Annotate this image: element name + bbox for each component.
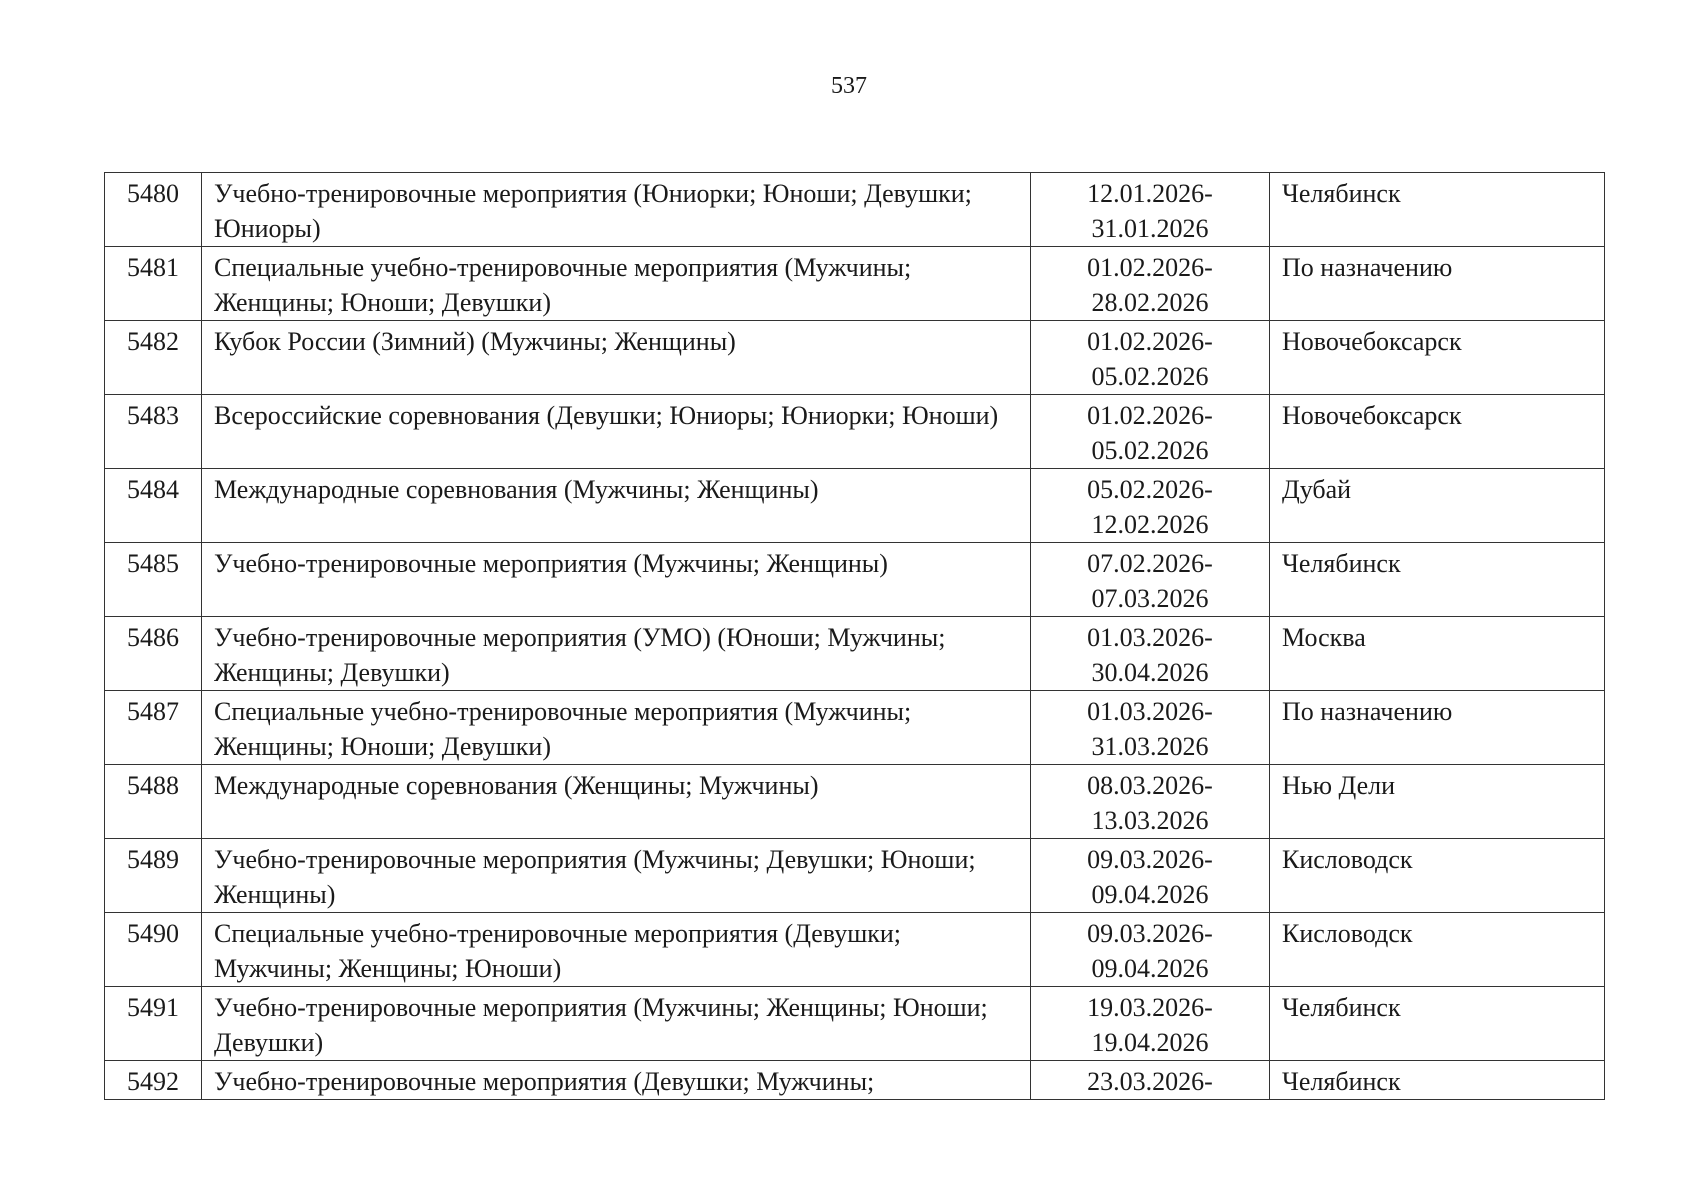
table-row [105, 247, 1605, 321]
date-end: 12.02.2026 [1091, 510, 1209, 539]
event-place: Кисловодск [1270, 913, 1605, 987]
table-row [105, 691, 1605, 765]
event-name: Кубок России (Зимний) (Мужчины; Женщины) [202, 321, 1031, 395]
event-name: Учебно-тренировочные мероприятия (Мужчины; Женщины) [202, 543, 1031, 617]
date-end: 30.04.2026 [1091, 658, 1209, 687]
event-dates [1031, 395, 1270, 469]
event-name: Международные соревнования (Мужчины; Женщины) [202, 469, 1031, 543]
event-number: 5488 [105, 765, 202, 839]
event-number: 5486 [105, 617, 202, 691]
date-end: 31.03.2026 [1091, 732, 1209, 761]
date-end: 31.01.2026 [1091, 214, 1209, 243]
event-dates [1031, 1061, 1270, 1100]
date-start: 23.03.2026- [1087, 1067, 1213, 1096]
event-number: 5489 [105, 839, 202, 913]
event-place: Москва [1270, 617, 1605, 691]
table-row [105, 321, 1605, 395]
table-row [105, 617, 1605, 691]
event-name: Учебно-тренировочные мероприятия (Юниорки; Юноши; Девушки; Юниоры) [202, 173, 1031, 247]
event-place: Новочебоксарск [1270, 321, 1605, 395]
date-start: 01.03.2026- [1087, 697, 1213, 726]
table-row [105, 913, 1605, 987]
table-row [105, 173, 1605, 247]
date-end: 05.02.2026 [1091, 362, 1209, 391]
date-end: 28.02.2026 [1091, 288, 1209, 317]
event-name: Учебно-тренировочные мероприятия (Девушки; Мужчины; [202, 1061, 1031, 1100]
event-dates [1031, 839, 1270, 913]
event-place: Челябинск [1270, 987, 1605, 1061]
date-start: 08.03.2026- [1087, 771, 1213, 800]
event-name: Учебно-тренировочные мероприятия (Мужчины; Девушки; Юноши; Женщины) [202, 839, 1031, 913]
event-place: По назначению [1270, 247, 1605, 321]
date-start: 07.02.2026- [1087, 549, 1213, 578]
event-name: Специальные учебно-тренировочные мероприятия (Мужчины; Женщины; Юноши; Девушки) [202, 247, 1031, 321]
table-row [105, 395, 1605, 469]
date-start: 01.02.2026- [1087, 253, 1213, 282]
event-dates [1031, 987, 1270, 1061]
date-start: 09.03.2026- [1087, 919, 1213, 948]
event-number: 5490 [105, 913, 202, 987]
event-name: Учебно-тренировочные мероприятия (УМО) (Юноши; Мужчины; Женщины; Девушки) [202, 617, 1031, 691]
date-start: 01.02.2026- [1087, 401, 1213, 430]
event-name: Учебно-тренировочные мероприятия (Мужчины; Женщины; Юноши; Девушки) [202, 987, 1031, 1061]
event-name: Специальные учебно-тренировочные мероприятия (Мужчины; Женщины; Юноши; Девушки) [202, 691, 1031, 765]
date-end: 13.03.2026 [1091, 806, 1209, 835]
event-dates [1031, 469, 1270, 543]
event-place: Челябинск [1270, 1061, 1605, 1100]
table-row [105, 839, 1605, 913]
event-dates [1031, 321, 1270, 395]
event-name: Международные соревнования (Женщины; Мужчины) [202, 765, 1031, 839]
event-name: Специальные учебно-тренировочные мероприятия (Девушки; Мужчины; Женщины; Юноши) [202, 913, 1031, 987]
event-number: 5482 [105, 321, 202, 395]
event-dates [1031, 691, 1270, 765]
table-row [105, 765, 1605, 839]
event-dates [1031, 543, 1270, 617]
date-end: 09.04.2026 [1091, 954, 1209, 983]
event-place: Нью Дели [1270, 765, 1605, 839]
event-number: 5480 [105, 173, 202, 247]
event-place: Дубай [1270, 469, 1605, 543]
date-end: 05.02.2026 [1091, 436, 1209, 465]
event-number: 5483 [105, 395, 202, 469]
event-number: 5485 [105, 543, 202, 617]
event-number: 5484 [105, 469, 202, 543]
table-row [105, 987, 1605, 1061]
event-dates [1031, 173, 1270, 247]
event-place: Кисловодск [1270, 839, 1605, 913]
table-row [105, 543, 1605, 617]
event-place: Челябинск [1270, 173, 1605, 247]
date-start: 12.01.2026- [1087, 179, 1213, 208]
event-number: 5481 [105, 247, 202, 321]
event-number: 5492 [105, 1061, 202, 1100]
page-number: 537 [831, 73, 867, 99]
event-dates [1031, 913, 1270, 987]
event-dates [1031, 617, 1270, 691]
table-row [105, 1061, 1605, 1100]
event-number: 5487 [105, 691, 202, 765]
date-start: 01.03.2026- [1087, 623, 1213, 652]
date-end: 09.04.2026 [1091, 880, 1209, 909]
date-start: 19.03.2026- [1087, 993, 1213, 1022]
event-dates [1031, 765, 1270, 839]
event-name: Всероссийские соревнования (Девушки; Юниоры; Юниорки; Юноши) [202, 395, 1031, 469]
table-row [105, 469, 1605, 543]
events-table [104, 172, 1605, 1100]
date-end: 07.03.2026 [1091, 584, 1209, 613]
event-place: По назначению [1270, 691, 1605, 765]
event-place: Новочебоксарск [1270, 395, 1605, 469]
event-number: 5491 [105, 987, 202, 1061]
date-start: 05.02.2026- [1087, 475, 1213, 504]
event-place: Челябинск [1270, 543, 1605, 617]
event-dates [1031, 247, 1270, 321]
date-start: 01.02.2026- [1087, 327, 1213, 356]
date-start: 09.03.2026- [1087, 845, 1213, 874]
date-end: 19.04.2026 [1091, 1028, 1209, 1057]
